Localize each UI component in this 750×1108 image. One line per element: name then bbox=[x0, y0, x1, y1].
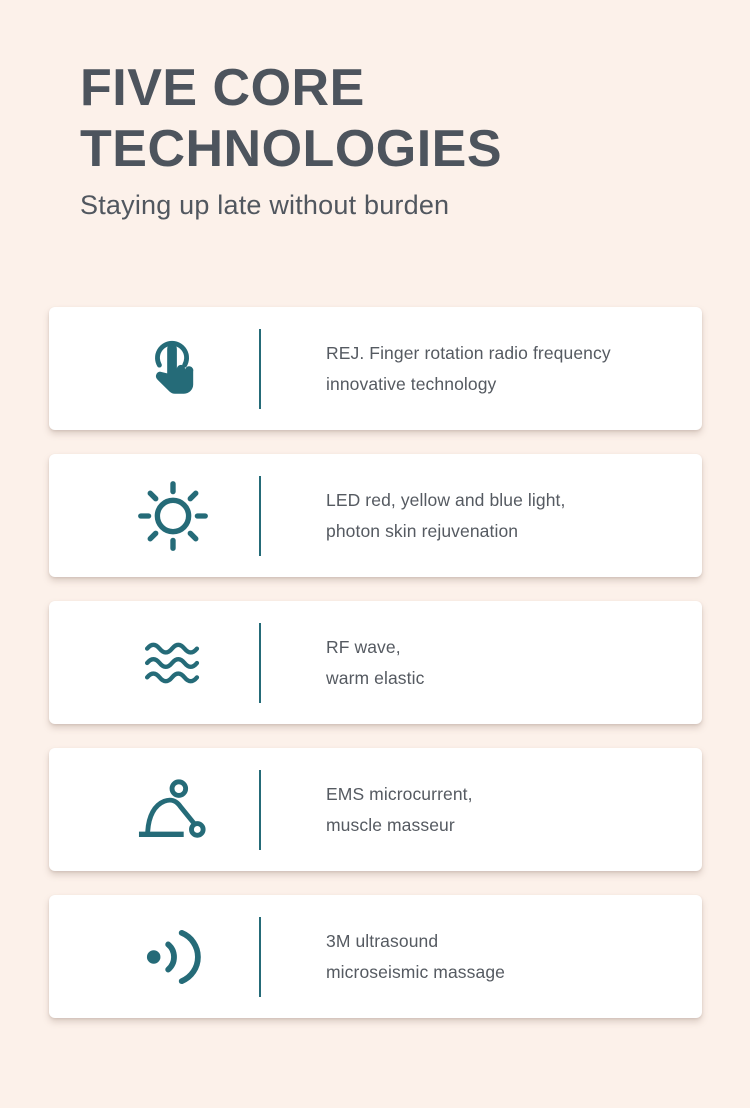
feature-line-1: LED red, yellow and blue light, bbox=[326, 489, 566, 510]
feature-card-list bbox=[0, 307, 750, 1018]
feature-card-ems bbox=[49, 748, 702, 871]
sound-wave-icon bbox=[49, 925, 259, 989]
feature-text bbox=[261, 338, 611, 400]
feature-line-2: warm elastic bbox=[326, 667, 425, 688]
feature-line-2: innovative technology bbox=[326, 373, 497, 394]
feature-line-2: photon skin rejuvenation bbox=[326, 520, 519, 541]
header bbox=[0, 0, 750, 221]
feature-line-2: muscle masseur bbox=[326, 814, 455, 835]
feature-line-2: microseismic massage bbox=[326, 961, 505, 982]
feature-card-rf-wave bbox=[49, 601, 702, 724]
feature-card-finger-rotation bbox=[49, 307, 702, 430]
title-line-2: TECHNOLOGIES bbox=[80, 120, 503, 178]
feature-text bbox=[261, 485, 566, 547]
title-line-1: FIVE CORE bbox=[80, 59, 365, 117]
feature-line-1: 3M ultrasound bbox=[326, 930, 439, 951]
sun-icon bbox=[49, 474, 259, 558]
feature-text bbox=[261, 632, 424, 694]
feature-text bbox=[261, 926, 505, 988]
feature-card-led-light bbox=[49, 454, 702, 577]
masseur-icon bbox=[49, 775, 259, 845]
feature-line-1: REJ. Finger rotation radio frequency bbox=[326, 342, 611, 363]
page-subtitle: Staying up late without burden bbox=[80, 190, 450, 220]
tap-finger-icon bbox=[49, 336, 259, 402]
waves-icon bbox=[49, 640, 259, 686]
page-title bbox=[80, 58, 750, 180]
feature-line-1: RF wave, bbox=[326, 636, 401, 657]
feature-line-1: EMS microcurrent, bbox=[326, 783, 473, 804]
feature-text bbox=[261, 779, 473, 841]
feature-card-ultrasound bbox=[49, 895, 702, 1018]
